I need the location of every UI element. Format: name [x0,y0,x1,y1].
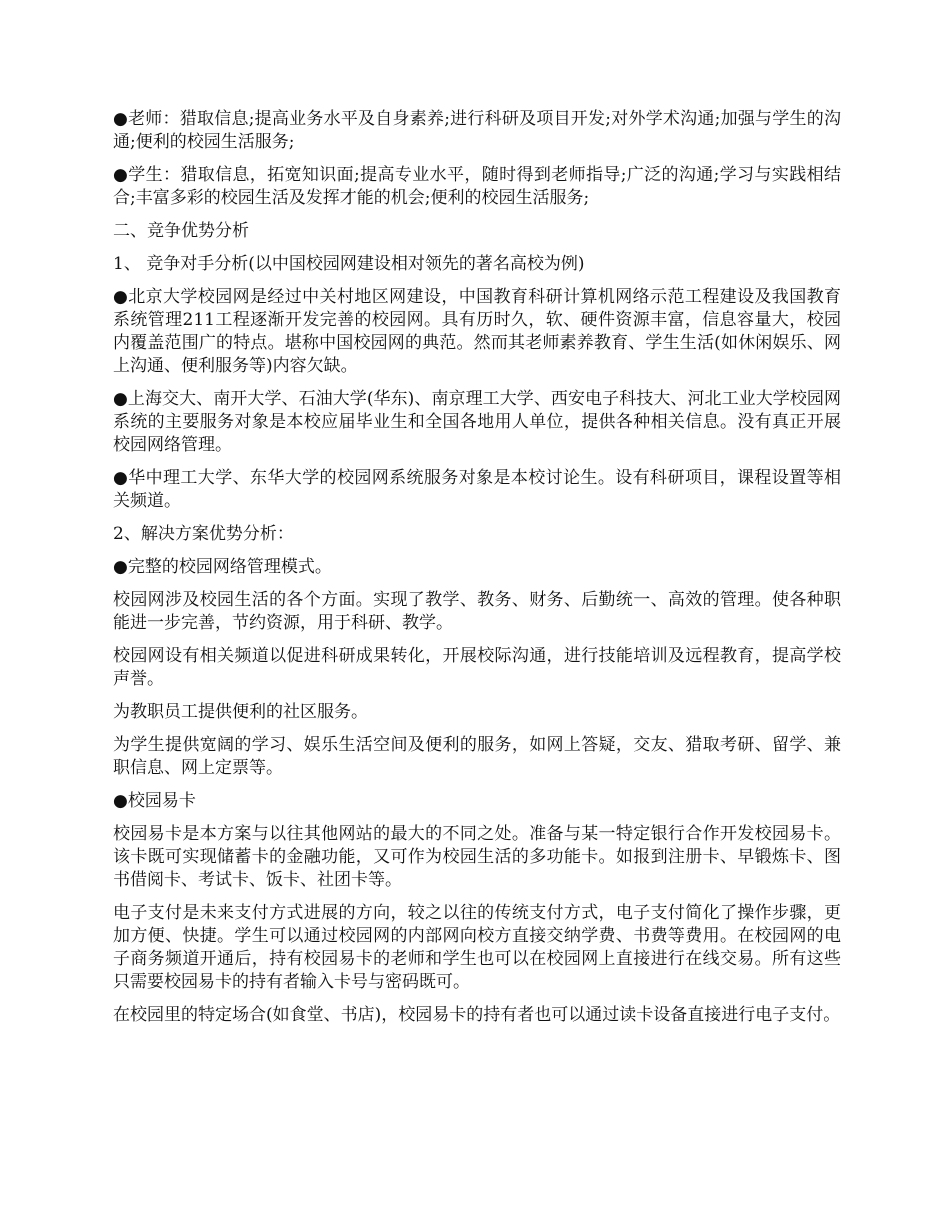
paragraph-campus-card-description: 校园易卡是本方案与以往其他网站的最大的不同之处。准备与某一特定银行合作开发校园易卡。该卡既可实现储蓄卡的金融功能，又可作为校园生活的多功能卡。如报到注册卡、早锻炼卡、图书借阅卡、考试卡、饭卡、社团卡等。 [113,824,841,890]
bullet-campus-card: ●校园易卡 [113,791,196,811]
paragraph-peking-university: ●北京大学校园网是经过中关村地区网建设，中国教育科研计算机网络示范工程建设及我国教育系统管理211工程逐渐开发完善的校园网。具有历时久，软、硬件资源丰富，信息容量大，校园内覆盖范围广的特点。堪称中国校园网的典范。然而其老师素养教育、学生生活(如休闲娱乐、网上沟通、便利服务等)内容欠缺。 [113,287,841,376]
document-body [113,108,841,1037]
paragraph-teacher-needs: ●老师：猎取信息;提高业务水平及自身素养;进行科研及项目开发;对外学术沟通;加强与学生的沟通;便利的校园生活服务; [113,109,841,152]
paragraph-campus-network-coverage: 校园网涉及校园生活的各个方面。实现了教学、教务、财务、后勤统一、高效的管理。使各种职能进一步完善，节约资源，用于科研、教学。 [113,590,841,633]
paragraph-student-services: 为学生提供宽阔的学习、娱乐生活空间及便利的服务，如网上答疑，交友、猎取考研、留学、兼职信息、网上定票等。 [113,735,841,778]
paragraph-card-reader-payment: 在校园里的特定场合(如食堂、书店)，校园易卡的持有者也可以通过读卡设备直接进行电子支付。 [113,1005,841,1025]
section-heading-competitive-advantage: 二、竞争优势分析 [113,221,249,241]
subheading-solution-advantages: 2、解决方案优势分析： [113,524,294,544]
paragraph-other-universities: ●上海交大、南开大学、石油大学(华东)、南京理工大学、西安电子科技大、河北工业大学校园网系统的主要服务对象是本校应届毕业生和全国各地用人单位，提供各种相关信息。没有真正开展校园网络管理。 [113,389,841,455]
paragraph-huazhong-donghua: ●华中理工大学、东华大学的校园网系统服务对象是本校讨论生。设有科研项目，课程设置等相关频道。 [113,468,841,511]
paragraph-research-channels: 校园网设有相关频道以促进科研成果转化，开展校际沟通，进行技能培训及远程教育，提高学校声誉。 [113,646,841,689]
paragraph-staff-services: 为教职员工提供便利的社区服务。 [113,702,368,722]
bullet-management-model: ●完整的校园网络管理模式。 [113,557,332,577]
paragraph-electronic-payment: 电子支付是未来支付方式进展的方向，较之以往的传统支付方式，电子支付简化了操作步骤，更加方便、快捷。学生可以通过校园网的内部网向校方直接交纳学费、书费等费用。在校园网的电子商务频道开通后，持有校园易卡的老师和学生也可以在校园网上直接进行在线交易。所有这些只需要校园易卡的持有者输入卡号与密码既可。 [113,903,841,992]
subheading-competitor-analysis: 1、 竞争对手分析(以中国校园网建设相对领先的著名高校为例) [113,254,585,274]
paragraph-student-needs: ●学生：猎取信息，拓宽知识面;提高专业水平，随时得到老师指导;广泛的沟通;学习与实践相结合;丰富多彩的校园生活及发挥才能的机会;便利的校园生活服务; [113,165,841,208]
